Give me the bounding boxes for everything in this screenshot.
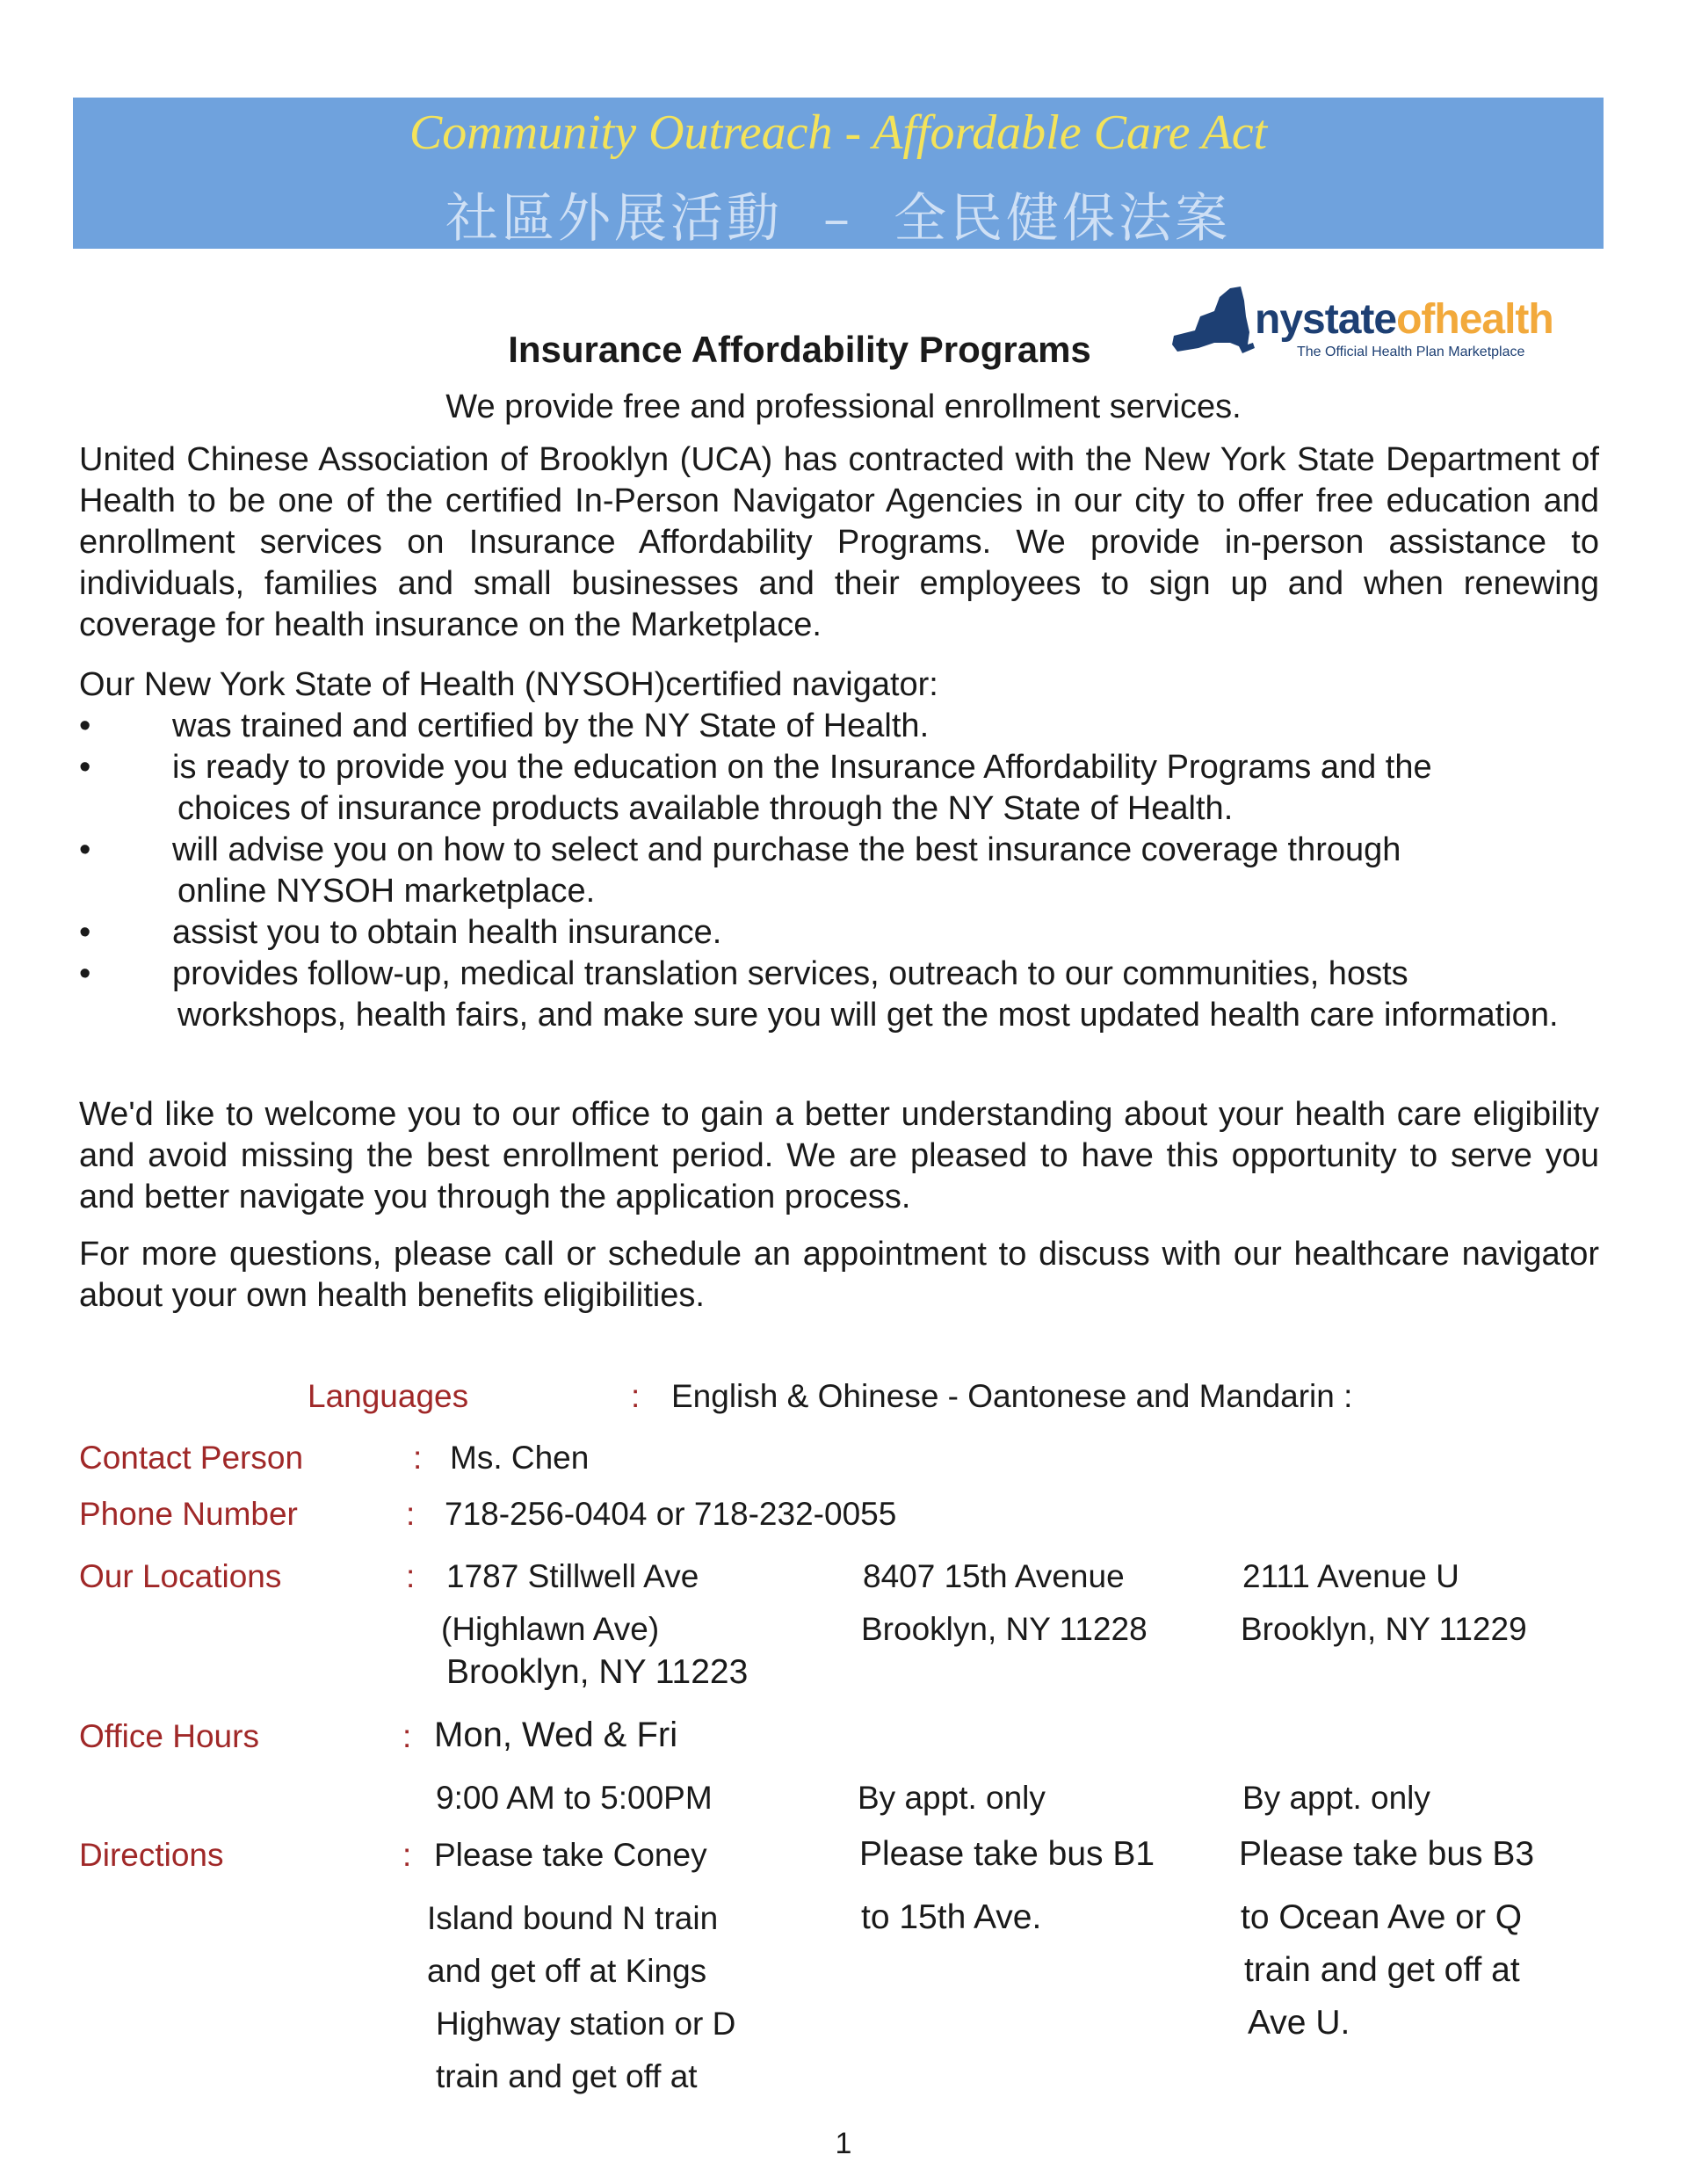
bullet-line: was trained and certified by the NY State of Health. xyxy=(172,707,930,744)
logo-tagline: The Official Health Plan Marketplace xyxy=(1297,345,1525,359)
directions-1-line-4: Highway station or D xyxy=(436,2006,736,2042)
directions-3-line-3: train and get off at xyxy=(1244,1951,1520,1989)
location-1-line-3: Brooklyn, NY 11223 xyxy=(446,1653,749,1691)
bullet-item-2 xyxy=(172,747,1599,830)
directions-1-line-1: Please take Coney xyxy=(434,1837,707,1873)
location-1-line-2: (Highlawn Ave) xyxy=(441,1611,660,1647)
hours-days: Mon, Wed & Fri xyxy=(434,1716,678,1754)
bullet-line: is ready to provide you the education on the Insurance Affordability Programs and the xyxy=(172,749,1432,786)
bullet-marker: • xyxy=(79,749,91,786)
banner-title-chinese: 社區外展活動 – 全民健保法案 xyxy=(445,188,1232,250)
location-2-line-1: 8407 15th Avenue xyxy=(863,1558,1125,1594)
bullet-line: provides follow-up, medical translation services, outreach to our communities, hosts xyxy=(172,955,1408,992)
bullet-continuation: choices of insurance products available through the NY State of Health. xyxy=(177,790,1234,827)
contact-colon: : xyxy=(413,1440,423,1476)
directions-3-line-1: Please take bus B3 xyxy=(1239,1835,1535,1873)
directions-3-line-4: Ave U. xyxy=(1248,2004,1350,2042)
bullet-line: will advise you on how to select and purchase the best insurance coverage through xyxy=(172,831,1401,868)
bullet-marker: • xyxy=(79,955,91,992)
welcome-paragraph: We'd like to welcome you to our office to gain a better understanding about your health care eligibility and avoid missing the best enrollment period. We are pleased to have this opportunity to serve you and better navigate you through the application process. xyxy=(79,1096,1599,1215)
bullet-item-1 xyxy=(172,706,1599,747)
bullet-line: assist you to obtain health insurance. xyxy=(172,914,722,951)
directions-label: Directions xyxy=(79,1837,224,1873)
logo-word-nystate: nystate xyxy=(1255,296,1397,343)
bullet-continuation: online NYSOH marketplace. xyxy=(177,873,596,910)
directions-1-line-2: Island bound N train xyxy=(427,1900,719,1936)
hours-label: Office Hours xyxy=(79,1718,259,1754)
directions-1-line-3: and get off at Kings xyxy=(427,1953,707,1989)
bullet-marker: • xyxy=(79,914,91,951)
directions-1-line-5: train and get off at xyxy=(436,2058,698,2094)
languages-colon: : xyxy=(631,1378,641,1414)
location-2-line-2: Brooklyn, NY 11228 xyxy=(861,1611,1148,1647)
location-1-line-1: 1787 Stillwell Ave xyxy=(446,1558,699,1594)
hours-location-3: By appt. only xyxy=(1242,1780,1430,1816)
bullet-marker: • xyxy=(79,707,91,744)
hours-location-2: By appt. only xyxy=(858,1780,1046,1816)
location-3-line-2: Brooklyn, NY 11229 xyxy=(1241,1611,1527,1647)
contact-label: Contact Person xyxy=(79,1440,304,1476)
intro-paragraph: United Chinese Association of Brooklyn (UCA) has contracted with the New York State Department of Health to be one of the certified In-Person Navigator Agencies in our city to offer free education and enrollment services on Insurance Affordability Programs. We provide in-person assistance to individuals, families and small businesses and their employees to sign up and when renewing coverage for health insurance on the Marketplace. xyxy=(79,441,1599,643)
contact-value: Ms. Chen xyxy=(450,1440,590,1476)
navigator-lead: Our New York State of Health (NYSOH)certified navigator: xyxy=(79,666,938,703)
languages-label: Languages xyxy=(308,1378,469,1414)
hours-location-1: 9:00 AM to 5:00PM xyxy=(436,1780,713,1816)
locations-colon: : xyxy=(406,1558,416,1594)
bullet-continuation: workshops, health fairs, and make sure you will get the most updated health care information. xyxy=(177,997,1559,1034)
locations-label: Our Locations xyxy=(79,1558,282,1594)
logo-word-ofhealth: ofhealth xyxy=(1396,296,1553,343)
bullet-marker: • xyxy=(79,831,91,868)
page-subtitle: We provide free and professional enrollment services. xyxy=(445,388,1242,425)
directions-colon: : xyxy=(402,1837,412,1873)
directions-2-line-2: to 15th Ave. xyxy=(861,1898,1042,1936)
bullet-item-5 xyxy=(172,954,1599,1036)
phone-colon: : xyxy=(406,1496,416,1532)
directions-3-line-2: to Ocean Ave or Q xyxy=(1241,1898,1523,1936)
page-title: Insurance Affordability Programs xyxy=(508,329,1091,370)
banner-title-english: Community Outreach - Affordable Care Act xyxy=(409,105,1268,160)
header-banner xyxy=(73,98,1604,249)
page-number: 1 xyxy=(835,2127,852,2160)
bullet-item-3 xyxy=(172,830,1599,912)
languages-value: English & Ohinese - Oantonese and Mandarin : xyxy=(671,1378,1353,1414)
directions-2-line-1: Please take bus B1 xyxy=(859,1835,1155,1873)
bullet-item-4 xyxy=(172,912,1599,954)
hours-colon: : xyxy=(402,1718,412,1754)
phone-value: 718-256-0404 or 718-232-0055 xyxy=(445,1496,897,1532)
questions-paragraph: For more questions, please call or schedule an appointment to discuss with our healthcare navigator about your own health benefits eligibilities. xyxy=(79,1236,1599,1314)
location-3-line-1: 2111 Avenue U xyxy=(1242,1558,1459,1594)
phone-label: Phone Number xyxy=(79,1496,298,1532)
